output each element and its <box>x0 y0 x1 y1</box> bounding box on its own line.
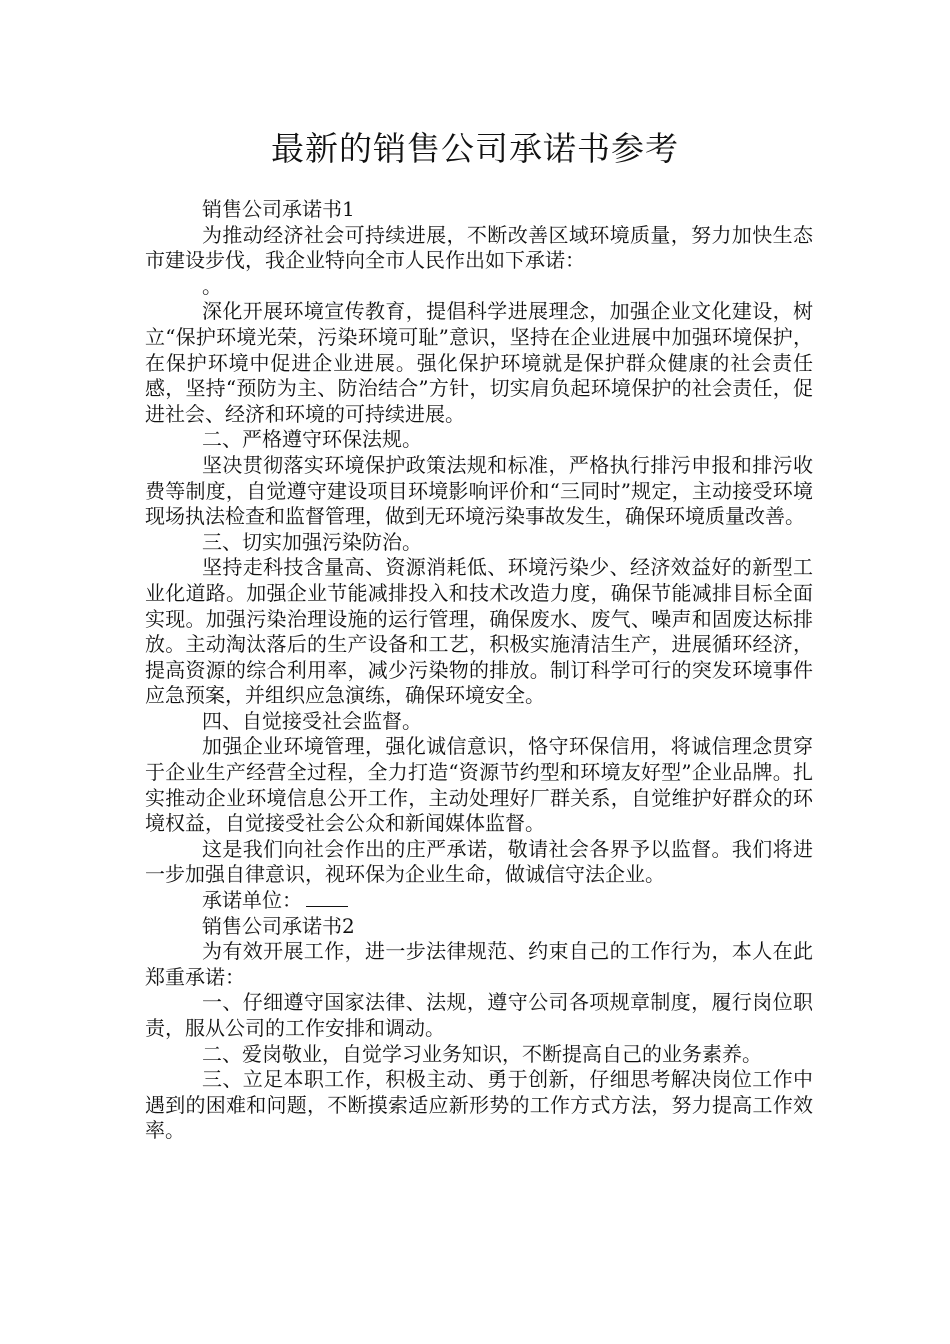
section-heading-2: 销售公司承诺书2 <box>202 913 355 938</box>
document-body <box>145 197 813 1144</box>
paragraph-education: 深化开展环境宣传教育，提倡科学进展理念，加强企业文化建设，树立“保护环境光荣，污染环境可耻”意识，坚持在企业进展中加强环境保护，在保护环境中促进企业进展。强化保护环境就是保护群众健康的社会责任感，坚持“预防为主、防治结合”方针，切实肩负起环境保护的社会责任，促进社会、经济和环境的可持续进展。 <box>145 299 813 426</box>
paragraph-intro-2: 为有效开展工作，进一步法律规范、约束自己的工作行为，本人在此郑重承诺： <box>145 939 813 989</box>
signature-line <box>145 888 813 914</box>
paragraph-pledge: 这是我们向社会作出的庄严承诺，敬请社会各界予以监督。我们将进一步加强自律意识，视环保为企业生命，做诚信守法企业。 <box>145 836 813 887</box>
section-heading-1: 销售公司承诺书1 <box>202 197 355 221</box>
paragraph-supervision: 加强企业环境管理，强化诚信意识，恪守环保信用，将诚信理念贯穿于企业生产经营全过程，全力打造“资源节约型和环境友好型”企业品牌。扎实推动企业环境信息公开工作，主动处理好厂群关系，自觉维护好群众的环境权益，自觉接受社会公众和新闻媒体监督。 <box>145 734 813 836</box>
pledge-item-1: 一、仔细遵守国家法律、法规，遵守公司各项规章制度，履行岗位职责，服从公司的工作安排和调动。 <box>145 990 813 1040</box>
signature-blank <box>306 888 348 907</box>
pledge-item-3: 三、立足本职工作，积极主动、勇于创新，仔细思考解决岗位工作中遇到的困难和问题，不断摸索适应新形势的工作方式方法，努力提高工作效率。 <box>145 1067 813 1143</box>
paragraph-intro: 为推动经济社会可持续进展，不断改善区域环境质量，努力加快生态市建设步伐，我企业特向全市人民作出如下承诺： <box>145 222 813 273</box>
paragraph-regulations: 坚决贯彻落实环境保护政策法规和标准，严格执行排污申报和排污收费等制度，自觉遵守建设项目环境影响评价和“三同时”规定，主动接受环境现场执法检查和监督管理，做到无环境污染事故发生，确保环境质量改善。 <box>145 452 813 529</box>
document-title: 最新的销售公司承诺书参考 <box>271 129 679 168</box>
signature-label: 承诺单位： <box>202 888 302 913</box>
paragraph-pollution: 坚持走科技含量高、资源消耗低、环境污染少、经济效益好的新型工业化道路。加强企业节能减排投入和技术改造力度，确保节能减排目标全面实现。加强污染治理设施的运行管理，确保废水、废气、噪声和固废达标排放。主动淘汰落后的生产设备和工艺，积极实施清洁生产，进展循环经济，提高资源的综合利用率，减少污染物的排放。制订科学可行的突发环境事件应急预案，并组织应急演练，确保环境安全。 <box>145 555 813 708</box>
item-heading-2: 二、严格遵守环保法规。 <box>202 427 422 452</box>
paragraph-dot: 。 <box>202 273 222 298</box>
item-heading-4: 四、自觉接受社会监督。 <box>202 708 422 733</box>
pledge-item-2: 二、爱岗敬业，自觉学习业务知识，不断提高自己的业务素养。 <box>202 1041 762 1066</box>
item-heading-3: 三、切实加强污染防治。 <box>202 529 422 554</box>
